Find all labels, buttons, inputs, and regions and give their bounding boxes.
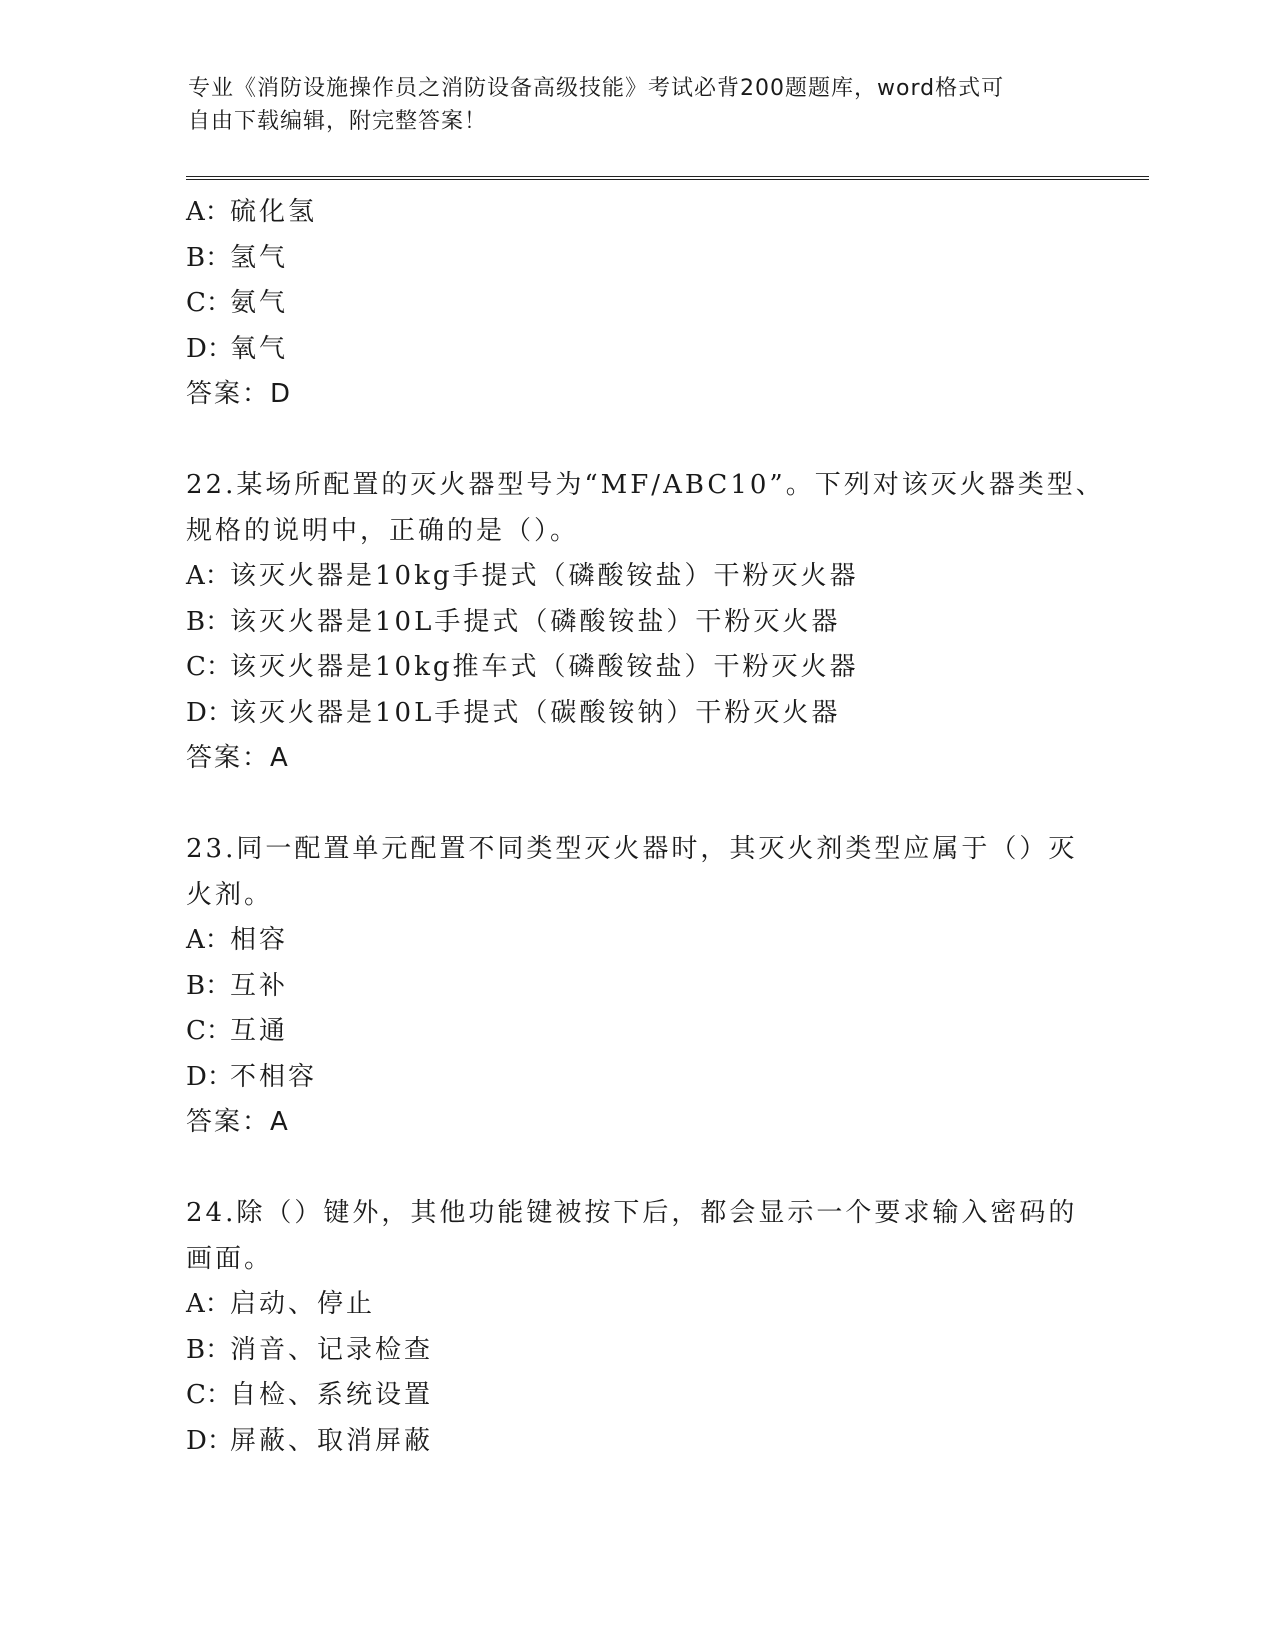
option-key: D： xyxy=(186,697,233,728)
option-key: A： xyxy=(186,1289,231,1319)
option-key: A： xyxy=(186,561,231,591)
option-key: C： xyxy=(186,1380,232,1410)
option-text: 互通 xyxy=(230,1016,289,1046)
option-key: B： xyxy=(186,1334,232,1365)
option-text: 相容 xyxy=(230,925,289,955)
option-key: B： xyxy=(186,970,232,1001)
option-key: C： xyxy=(186,288,232,318)
option-b xyxy=(186,236,1086,282)
header-divider xyxy=(186,176,1149,180)
option-text: 互补 xyxy=(230,970,289,1001)
question-23 xyxy=(186,827,1086,1146)
option-a xyxy=(186,190,1086,236)
question-stem-line-1: 23.同一配置单元配置不同类型灭火器时，其灭火剂类型应属于（）灭 xyxy=(186,834,1078,864)
option-text: 该灭火器是10L手提式（磷酸铵盐）干粉灭火器 xyxy=(230,606,841,637)
question-stem-line-2: 火剂。 xyxy=(186,879,274,910)
option-d xyxy=(186,1055,1086,1101)
option-a xyxy=(186,918,1086,964)
option-text: 该灭火器是10kg手提式（磷酸铵盐）干粉灭火器 xyxy=(230,561,859,591)
option-d xyxy=(186,327,1086,373)
option-text: 氧气 xyxy=(230,333,289,364)
option-a xyxy=(186,1282,1086,1328)
spacer xyxy=(186,782,1086,828)
answer-line: 答案：D xyxy=(186,379,293,409)
option-text: 氨气 xyxy=(230,288,289,318)
question-stem-line-2: 画面。 xyxy=(186,1243,274,1274)
option-text: 氢气 xyxy=(230,242,289,273)
question-24 xyxy=(186,1191,1086,1464)
option-key: C： xyxy=(186,1016,232,1046)
option-c xyxy=(186,1009,1086,1055)
option-d xyxy=(186,1419,1086,1465)
question-21 xyxy=(186,190,1086,418)
header-line-1: 专业《消防设施操作员之消防设备高级技能》考试必背200题题库，word格式可 xyxy=(188,76,1005,101)
option-text: 该灭火器是10kg推车式（磷酸铵盐）干粉灭火器 xyxy=(230,652,859,682)
question-22 xyxy=(186,463,1105,782)
question-stem-line-1: 24.除（）键外，其他功能键被按下后，都会显示一个要求输入密码的 xyxy=(186,1198,1078,1228)
answer-line: 答案：A xyxy=(186,743,290,773)
option-key: C： xyxy=(186,652,232,682)
option-text: 不相容 xyxy=(230,1061,318,1092)
option-b xyxy=(186,964,1086,1010)
option-text: 屏蔽、取消屏蔽 xyxy=(230,1425,434,1456)
spacer xyxy=(186,418,1086,464)
option-key: D： xyxy=(186,1061,233,1092)
option-text: 自检、系统设置 xyxy=(230,1380,434,1410)
document-header xyxy=(188,72,1068,138)
option-key: B： xyxy=(186,606,232,637)
question-stem-line-2: 规格的说明中，正确的是（）。 xyxy=(186,515,580,546)
question-stem-line-1: 22.某场所配置的灭火器型号为“MF/ABC10”。下列对该灭火器类型、 xyxy=(186,470,1105,500)
option-b xyxy=(186,600,1086,646)
option-key: A： xyxy=(186,925,231,955)
option-key: A： xyxy=(186,197,231,227)
header-line-2: 自由下载编辑，附完整答案！ xyxy=(188,109,488,134)
option-a xyxy=(186,554,1086,600)
option-key: B： xyxy=(186,242,232,273)
option-key: D： xyxy=(186,333,233,364)
option-text: 该灭火器是10L手提式（碳酸铵钠）干粉灭火器 xyxy=(230,697,841,728)
option-text: 启动、停止 xyxy=(230,1289,376,1319)
answer-line: 答案：A xyxy=(186,1107,290,1137)
spacer xyxy=(186,1146,1086,1192)
option-d xyxy=(186,691,1086,737)
option-c xyxy=(186,1373,1086,1419)
option-c xyxy=(186,645,1086,691)
option-b xyxy=(186,1328,1086,1374)
option-c xyxy=(186,281,1086,327)
question-list xyxy=(186,190,1105,1464)
option-text: 硫化氢 xyxy=(230,197,318,227)
option-text: 消音、记录检查 xyxy=(230,1334,434,1365)
option-key: D： xyxy=(186,1425,233,1456)
